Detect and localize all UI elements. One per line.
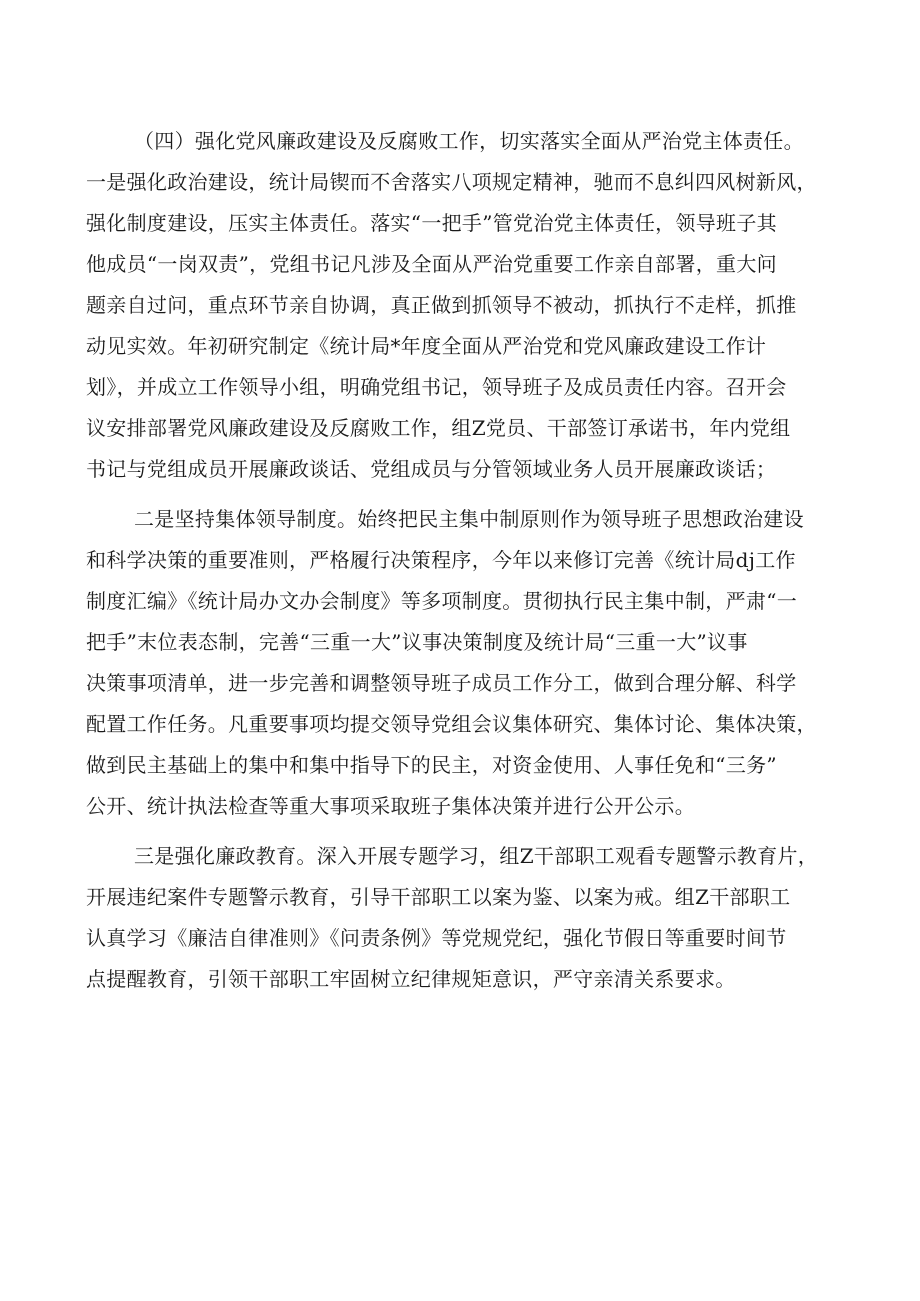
paragraph-line: 动见实效。年初研究制定《统计局*年度全面从严治党和党风廉政建设工作计 bbox=[86, 334, 767, 358]
paragraph-collective-leadership bbox=[86, 499, 856, 827]
paragraph-line: 做到民主基础上的集中和集中指导下的民主，对资金使用、人事任免和“三务” bbox=[86, 753, 777, 777]
paragraph-line: 认真学习《廉洁自律准则》《问责条例》等党规党纪，强化节假日等重要时间节 bbox=[86, 926, 787, 950]
paragraph-spacer bbox=[86, 827, 856, 836]
paragraph-line: 强化制度建设，压实主体责任。落实“一把手”管党治党主体责任，领导班子其 bbox=[86, 211, 777, 235]
paragraph-line: 题亲自过问，重点环节亲自协调，真正做到抓领导不被动，抓执行不走样，抓推 bbox=[86, 293, 797, 317]
paragraph-line: （四）强化党风廉政建设及反腐败工作，切实落实全面从严治党主体责任。 bbox=[134, 129, 804, 153]
paragraph-line: 把手”末位表态制，完善“三重一大”议事决策制度及统计局“三重一大”议事 bbox=[86, 630, 748, 654]
paragraph-line: 制度汇编》《统计局办文办会制度》等多项制度。贯彻执行民主集中制，严肃“一 bbox=[86, 589, 798, 613]
paragraph-line: 配置工作任务。凡重要事项均提交领导党组会议集体研究、集体讨论、集体决策， bbox=[86, 712, 817, 736]
document-body bbox=[86, 121, 856, 1000]
paragraph-integrity-education bbox=[86, 836, 856, 1000]
paragraph-line: 议安排部署党风廉政建设及反腐败工作，组Z党员、干部签订承诺书，年内党组 bbox=[86, 416, 791, 440]
paragraph-spacer bbox=[86, 490, 856, 499]
paragraph-party-conduct bbox=[86, 121, 856, 490]
paragraph-line: 决策事项清单，进一步完善和调整领导班子成员工作分工，做到合理分解、科学 bbox=[86, 671, 797, 695]
paragraph-line: 书记与党组成员开展廉政谈话、党组成员与分管领域业务人员开展廉政谈话； bbox=[86, 457, 777, 481]
paragraph-line: 划》，并成立工作领导小组，明确党组书记，领导班子及成员责任内容。召开会 bbox=[86, 375, 787, 399]
paragraph-line: 一是强化政治建设，统计局锲而不舍落实八项规定精神，驰而不息纠四风树新风， bbox=[86, 170, 817, 194]
paragraph-line: 开展违纪案件专题警示教育，引导干部职工以案为鉴、以案为戒。组Z干部职工 bbox=[86, 885, 791, 909]
paragraph-line: 和科学决策的重要准则，严格履行决策程序，今年以来修订完善《统计局dj工作 bbox=[86, 548, 796, 572]
paragraph-line: 他成员“一岗双责”，党组书记凡涉及全面从严治党重要工作亲自部署，重大问 bbox=[86, 252, 777, 276]
paragraph-line: 二是坚持集体领导制度。始终把民主集中制原则作为领导班子思想政治建设 bbox=[134, 507, 804, 531]
paragraph-line: 点提醒教育，引领干部职工牢固树立纪律规矩意识，严守亲清关系要求。 bbox=[86, 967, 736, 991]
paragraph-line: 公开、统计执法检查等重大事项采取班子集体决策并进行公开公示。 bbox=[86, 794, 695, 818]
paragraph-line: 三是强化廉政教育。深入开展专题学习，组Z干部职工观看专题警示教育片， bbox=[134, 844, 819, 868]
